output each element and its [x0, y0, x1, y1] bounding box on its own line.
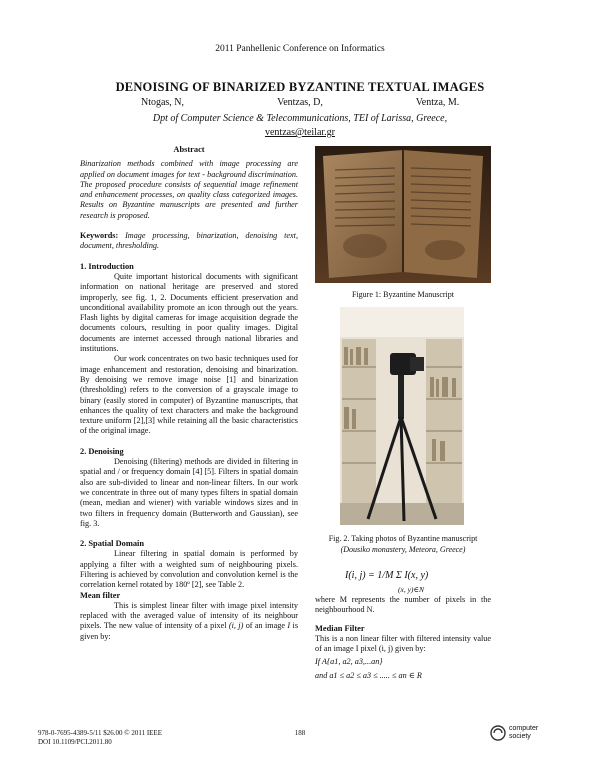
author-2: Ventzas, D, — [277, 97, 323, 108]
author-1: Ntogas, N, — [140, 97, 185, 108]
intro-paragraph-1: Quite important historical documents with significant information on national heritage are preserved and stored improperly, see fig. 1, 2. Documents efficient preservation and unconditional availability promote an icon through out the years. Flash lights by digital cameras for image acquisition degrade the documents colours, resulting in poor quality images. Digital documents are internet accessed through national libraries and institutions. — [80, 271, 298, 354]
paper-title: DENOISING OF BINARIZED BYZANTINE TEXTUAL IMAGES — [115, 80, 485, 94]
footer-isbn: 978-0-7695-4389-5/11 $26.00 © 2011 IEEE — [38, 729, 162, 737]
figure-2-image — [340, 307, 464, 525]
denoising-paragraph: Denoising (filtering) methods are divided in filtering in spatial and / or frequency domain [4] [5]. Filters in spatial domain also are sub-divided to linear and non-linear filters. In our work we concentrate in three out of many types filters in spatial domain (mean, median and wiener) with variable windows sizes and in two filters in frequency domain (Butterworth and Gaussian), see fig. 3. — [80, 457, 298, 528]
keywords — [80, 231, 298, 252]
mean-formula: I(i, j) = 1/M Σ I(x, y) — [345, 570, 429, 581]
footer-doi: DOI 10.1109/PCI.2011.80 — [38, 738, 112, 746]
figure-2-caption-sub: (Dousiko monastery, Meteora, Greece) — [340, 545, 466, 554]
median-paragraph: This is a non linear filter with filtered intensity value of an image I pixel (i, j) given by: — [315, 633, 491, 654]
mean-text-b: of an image — [245, 621, 286, 631]
spatial-heading: 2. Spatial Domain — [80, 539, 144, 549]
abstract-text: Binarization methods combined with image processing are applied on document images for text - background discrimination. The proposed procedure consists of sequential image refinement and enhancement processes, on quality class categorized images. Results on Byzantine manuscripts are presented and further research is proposed. — [80, 159, 298, 220]
denoising-heading: 2. Denoising — [80, 446, 124, 456]
author-3: Ventza, M. — [415, 97, 460, 108]
right-column-text — [315, 595, 491, 681]
abstract-heading: Abstract — [173, 145, 205, 154]
manuscript-photo — [315, 146, 491, 283]
keywords-label: Keywords: — [80, 231, 119, 241]
figure-2-caption: Fig. 2. Taking photos of Byzantine manuscript — [328, 534, 478, 543]
intro-paragraph-2: Our work concentrates on two basic techniques used for image enhancement and restoration, denoising and binarization. By denoising we remove image noise [1] and binarization (thresholding) refers to the conversion of a grayscale image to binary (easily stored in computer) of Byzantine manuscripts, that enhances the quality of text characters and make the background texture uniform [2],[3] while retaining all the basic characteristics of the original image. — [80, 354, 298, 436]
logo-text-bottom: society — [509, 733, 531, 740]
mean-text-c: is given by: — [80, 621, 299, 641]
spatial-paragraph: Linear filtering in spatial domain is performed by applying a filter with a weighted sum of neighbouring pixels. Filtering is achieved by convolution and convolution kernel is the correlation kernel rotated by 180º [2], see Table 2. — [80, 549, 298, 590]
affiliation: Dpt of Computer Science & Telecommunications, TEI of Larissa, Greece, — [152, 113, 448, 124]
logo-text-top: computer — [509, 725, 539, 732]
mean-var-i: I — [287, 621, 291, 631]
mean-var-ij: (i, j) — [228, 621, 244, 631]
median-if-line: If A{a1, a2, a3,...an} — [315, 657, 383, 667]
left-column — [80, 145, 298, 642]
figure-1-caption: Figure 1: Byzantine Manuscript — [352, 290, 454, 299]
where-text: where M represents the number of pixels in the neighbourhood N. — [315, 595, 491, 615]
authors — [0, 97, 600, 108]
computer-society-logo-icon — [489, 724, 507, 742]
median-and-line: and a1 ≤ a2 ≤ a3 ≤ ..... ≤ an ∈ R — [315, 670, 422, 680]
computer-society-logo — [489, 720, 545, 744]
median-heading: Median Filter — [315, 623, 365, 633]
figure-1-image — [315, 146, 491, 283]
conference-header: 2011 Panhellenic Conference on Informatics — [215, 44, 385, 54]
mean-formula-subscript: (x, y)∈N — [398, 585, 424, 594]
mean-heading: Mean filter — [80, 590, 121, 600]
keywords-text: Image processing, binarization, denoising text, document, thresholding. — [80, 231, 299, 251]
mean-paragraph — [80, 601, 298, 642]
email-line — [0, 127, 600, 138]
mean-text-a: This is simplest linear filter with image pixel intensity replaced with the averaged value of intensity of its neighbour pixels. The new value of intensity of a pixel — [80, 600, 298, 631]
email-link[interactable]: ventzas@teilar.gr — [264, 127, 335, 138]
intro-heading: 1. Introduction — [80, 261, 134, 271]
page-number: 188 — [294, 729, 306, 737]
camera-tripod-photo — [340, 307, 464, 525]
